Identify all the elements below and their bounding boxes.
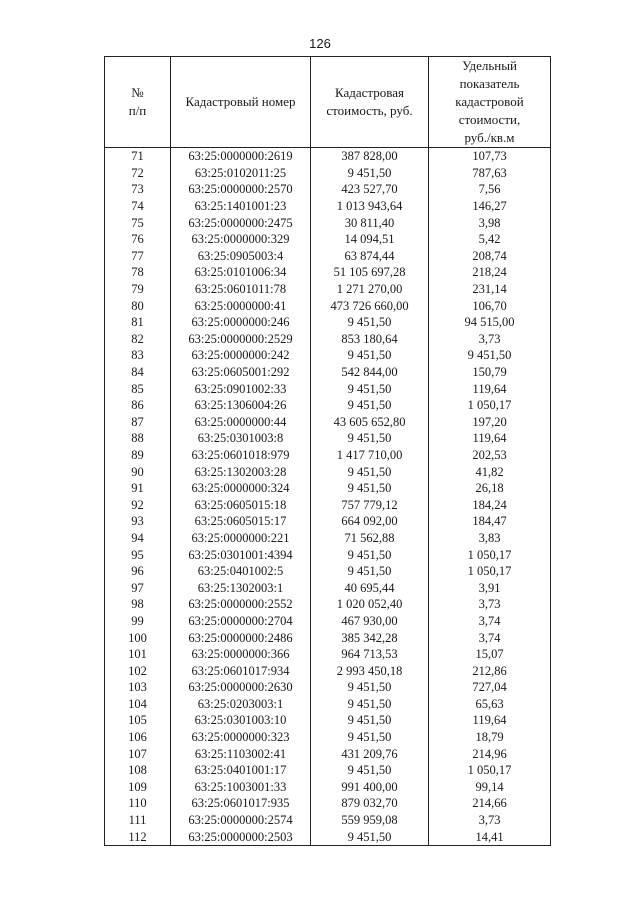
- cadastral-value-cell: 757 779,12: [311, 496, 429, 513]
- table-row: [105, 463, 551, 480]
- table-row: [105, 248, 551, 265]
- header-specific-value: Удельный показатель кадастровой стоимости, руб./кв.м: [429, 57, 551, 148]
- cadastral-number-cell: 63:25:0000000:2574: [171, 812, 311, 829]
- row-number-cell: 81: [105, 314, 171, 331]
- cadastral-value-cell: 387 828,00: [311, 148, 429, 165]
- row-number-cell: 87: [105, 414, 171, 431]
- specific-value-cell: 99,14: [429, 779, 551, 796]
- row-number-cell: 72: [105, 165, 171, 182]
- specific-value-cell: 106,70: [429, 297, 551, 314]
- row-number-cell: 73: [105, 181, 171, 198]
- specific-value-cell: 41,82: [429, 463, 551, 480]
- row-number-cell: 101: [105, 646, 171, 663]
- table-row: [105, 314, 551, 331]
- specific-value-cell: 184,47: [429, 513, 551, 530]
- cadastral-value-cell: 473 726 660,00: [311, 297, 429, 314]
- cadastral-value-cell: 9 451,50: [311, 563, 429, 580]
- specific-value-cell: 212,86: [429, 662, 551, 679]
- cadastral-number-cell: 63:25:0605015:18: [171, 496, 311, 513]
- row-number-cell: 83: [105, 347, 171, 364]
- row-number-cell: 99: [105, 613, 171, 630]
- cadastral-value-cell: 9 451,50: [311, 729, 429, 746]
- table-row: [105, 513, 551, 530]
- table-row: [105, 629, 551, 646]
- table-row: [105, 297, 551, 314]
- row-number-cell: 93: [105, 513, 171, 530]
- cadastral-number-cell: 63:25:0301003:8: [171, 430, 311, 447]
- row-number-cell: 82: [105, 331, 171, 348]
- cadastral-value-cell: 385 342,28: [311, 629, 429, 646]
- cadastral-number-cell: 63:25:0000000:366: [171, 646, 311, 663]
- cadastral-value-table: [104, 56, 551, 846]
- table-row: [105, 795, 551, 812]
- specific-value-cell: 26,18: [429, 480, 551, 497]
- row-number-cell: 106: [105, 729, 171, 746]
- table-row: [105, 646, 551, 663]
- row-number-cell: 95: [105, 546, 171, 563]
- table-row: [105, 712, 551, 729]
- cadastral-number-cell: 63:25:0000000:324: [171, 480, 311, 497]
- cadastral-number-cell: 63:25:0901002:33: [171, 380, 311, 397]
- row-number-cell: 90: [105, 463, 171, 480]
- cadastral-number-cell: 63:25:1302003:28: [171, 463, 311, 480]
- cadastral-number-cell: 63:25:0203003:1: [171, 696, 311, 713]
- cadastral-value-cell: 9 451,50: [311, 397, 429, 414]
- cadastral-number-cell: 63:25:0605015:17: [171, 513, 311, 530]
- row-number-cell: 94: [105, 530, 171, 547]
- page-number: 126: [309, 36, 331, 51]
- specific-value-cell: 3,91: [429, 579, 551, 596]
- table-row: [105, 679, 551, 696]
- specific-value-cell: 787,63: [429, 165, 551, 182]
- row-number-cell: 105: [105, 712, 171, 729]
- cadastral-value-cell: 1 417 710,00: [311, 447, 429, 464]
- row-number-cell: 110: [105, 795, 171, 812]
- row-number-cell: 111: [105, 812, 171, 829]
- cadastral-value-cell: 9 451,50: [311, 347, 429, 364]
- cadastral-number-cell: 63:25:0605001:292: [171, 364, 311, 381]
- specific-value-cell: 214,96: [429, 745, 551, 762]
- specific-value-cell: 727,04: [429, 679, 551, 696]
- row-number-cell: 102: [105, 662, 171, 679]
- row-number-cell: 108: [105, 762, 171, 779]
- cadastral-number-cell: 63:25:1401001:23: [171, 198, 311, 215]
- specific-value-cell: 3,73: [429, 812, 551, 829]
- row-number-cell: 109: [105, 779, 171, 796]
- cadastral-value-cell: 9 451,50: [311, 480, 429, 497]
- specific-value-cell: 150,79: [429, 364, 551, 381]
- cadastral-number-cell: 63:25:0000000:2570: [171, 181, 311, 198]
- cadastral-value-cell: 467 930,00: [311, 613, 429, 630]
- row-number-cell: 74: [105, 198, 171, 215]
- specific-value-cell: 3,73: [429, 331, 551, 348]
- table-row: [105, 828, 551, 845]
- specific-value-cell: 15,07: [429, 646, 551, 663]
- cadastral-value-cell: 9 451,50: [311, 165, 429, 182]
- specific-value-cell: 231,14: [429, 281, 551, 298]
- table-row: [105, 347, 551, 364]
- specific-value-cell: 3,98: [429, 214, 551, 231]
- specific-value-cell: 1 050,17: [429, 563, 551, 580]
- specific-value-cell: 3,83: [429, 530, 551, 547]
- cadastral-value-cell: 964 713,53: [311, 646, 429, 663]
- table-row: [105, 480, 551, 497]
- cadastral-value-cell: 1 271 270,00: [311, 281, 429, 298]
- cadastral-value-cell: 1 013 943,64: [311, 198, 429, 215]
- specific-value-cell: 1 050,17: [429, 397, 551, 414]
- row-number-cell: 96: [105, 563, 171, 580]
- specific-value-cell: 119,64: [429, 380, 551, 397]
- specific-value-cell: 18,79: [429, 729, 551, 746]
- specific-value-cell: 1 050,17: [429, 546, 551, 563]
- specific-value-cell: 218,24: [429, 264, 551, 281]
- table-header-row: [105, 57, 551, 148]
- cadastral-value-cell: 991 400,00: [311, 779, 429, 796]
- table-row: [105, 546, 551, 563]
- table-row: [105, 414, 551, 431]
- row-number-cell: 107: [105, 745, 171, 762]
- table-row: [105, 779, 551, 796]
- cadastral-number-cell: 63:25:0401001:17: [171, 762, 311, 779]
- specific-value-cell: 197,20: [429, 414, 551, 431]
- table-row: [105, 281, 551, 298]
- cadastral-value-cell: 879 032,70: [311, 795, 429, 812]
- specific-value-cell: 3,74: [429, 629, 551, 646]
- specific-value-cell: 9 451,50: [429, 347, 551, 364]
- row-number-cell: 104: [105, 696, 171, 713]
- table-row: [105, 364, 551, 381]
- row-number-cell: 98: [105, 596, 171, 613]
- specific-value-cell: 65,63: [429, 696, 551, 713]
- cadastral-value-cell: 40 695,44: [311, 579, 429, 596]
- row-number-cell: 84: [105, 364, 171, 381]
- cadastral-number-cell: 63:25:0000000:2630: [171, 679, 311, 696]
- cadastral-value-cell: 51 105 697,28: [311, 264, 429, 281]
- table-row: [105, 331, 551, 348]
- specific-value-cell: 119,64: [429, 712, 551, 729]
- cadastral-value-cell: 9 451,50: [311, 679, 429, 696]
- cadastral-number-cell: 63:25:1103002:41: [171, 745, 311, 762]
- cadastral-value-cell: 9 451,50: [311, 380, 429, 397]
- specific-value-cell: 14,41: [429, 828, 551, 845]
- specific-value-cell: 94 515,00: [429, 314, 551, 331]
- cadastral-number-cell: 63:25:0000000:41: [171, 297, 311, 314]
- row-number-cell: 75: [105, 214, 171, 231]
- table-row: [105, 729, 551, 746]
- row-number-cell: 91: [105, 480, 171, 497]
- table-row: [105, 148, 551, 165]
- cadastral-number-cell: 63:25:0000000:44: [171, 414, 311, 431]
- cadastral-value-cell: 2 993 450,18: [311, 662, 429, 679]
- table-row: [105, 596, 551, 613]
- cadastral-number-cell: 63:25:0000000:2486: [171, 629, 311, 646]
- table-row: [105, 264, 551, 281]
- table-row: [105, 181, 551, 198]
- row-number-cell: 79: [105, 281, 171, 298]
- cadastral-value-cell: 30 811,40: [311, 214, 429, 231]
- header-cadastral-value: Кадастровая стоимость, руб.: [311, 57, 429, 148]
- cadastral-number-cell: 63:25:0101006:34: [171, 264, 311, 281]
- specific-value-cell: 7,56: [429, 181, 551, 198]
- specific-value-cell: 119,64: [429, 430, 551, 447]
- specific-value-cell: 3,74: [429, 613, 551, 630]
- specific-value-cell: 214,66: [429, 795, 551, 812]
- specific-value-cell: 3,73: [429, 596, 551, 613]
- cadastral-value-cell: 664 092,00: [311, 513, 429, 530]
- specific-value-cell: 202,53: [429, 447, 551, 464]
- cadastral-number-cell: 63:25:0000000:2529: [171, 331, 311, 348]
- cadastral-value-cell: 9 451,50: [311, 430, 429, 447]
- table-row: [105, 214, 551, 231]
- cadastral-value-cell: 853 180,64: [311, 331, 429, 348]
- cadastral-number-cell: 63:25:0000000:2704: [171, 613, 311, 630]
- table-row: [105, 198, 551, 215]
- cadastral-value-cell: 71 562,88: [311, 530, 429, 547]
- table-row: [105, 662, 551, 679]
- cadastral-value-cell: 63 874,44: [311, 248, 429, 265]
- row-number-cell: 89: [105, 447, 171, 464]
- cadastral-number-cell: 63:25:0401002:5: [171, 563, 311, 580]
- table-row: [105, 380, 551, 397]
- cadastral-value-cell: 9 451,50: [311, 712, 429, 729]
- cadastral-value-cell: 9 451,50: [311, 546, 429, 563]
- table-row: [105, 231, 551, 248]
- row-number-cell: 92: [105, 496, 171, 513]
- cadastral-value-cell: 423 527,70: [311, 181, 429, 198]
- header-row-number: № п/п: [105, 57, 171, 148]
- cadastral-number-cell: 63:25:0102011:25: [171, 165, 311, 182]
- table-row: [105, 579, 551, 596]
- cadastral-value-cell: 9 451,50: [311, 828, 429, 845]
- row-number-cell: 103: [105, 679, 171, 696]
- cadastral-number-cell: 63:25:0301003:10: [171, 712, 311, 729]
- row-number-cell: 78: [105, 264, 171, 281]
- cadastral-value-cell: 9 451,50: [311, 314, 429, 331]
- table-row: [105, 812, 551, 829]
- cadastral-value-cell: 9 451,50: [311, 463, 429, 480]
- table-row: [105, 397, 551, 414]
- cadastral-number-cell: 63:25:0301001:4394: [171, 546, 311, 563]
- cadastral-number-cell: 63:25:0601018:979: [171, 447, 311, 464]
- row-number-cell: 86: [105, 397, 171, 414]
- specific-value-cell: 146,27: [429, 198, 551, 215]
- cadastral-value-cell: 9 451,50: [311, 696, 429, 713]
- cadastral-number-cell: 63:25:0000000:221: [171, 530, 311, 547]
- cadastral-number-cell: 63:25:0000000:2503: [171, 828, 311, 845]
- table-row: [105, 745, 551, 762]
- cadastral-number-cell: 63:25:0000000:2475: [171, 214, 311, 231]
- specific-value-cell: 107,73: [429, 148, 551, 165]
- cadastral-number-cell: 63:25:0905003:4: [171, 248, 311, 265]
- table-row: [105, 696, 551, 713]
- cadastral-number-cell: 63:25:1302003:1: [171, 579, 311, 596]
- specific-value-cell: 208,74: [429, 248, 551, 265]
- row-number-cell: 88: [105, 430, 171, 447]
- table-row: [105, 530, 551, 547]
- cadastral-value-cell: 43 605 652,80: [311, 414, 429, 431]
- cadastral-number-cell: 63:25:0000000:323: [171, 729, 311, 746]
- row-number-cell: 71: [105, 148, 171, 165]
- cadastral-value-cell: 14 094,51: [311, 231, 429, 248]
- row-number-cell: 112: [105, 828, 171, 845]
- cadastral-value-cell: 9 451,50: [311, 762, 429, 779]
- cadastral-number-cell: 63:25:0000000:2552: [171, 596, 311, 613]
- cadastral-value-cell: 431 209,76: [311, 745, 429, 762]
- cadastral-number-cell: 63:25:0000000:246: [171, 314, 311, 331]
- table-row: [105, 165, 551, 182]
- table-row: [105, 447, 551, 464]
- row-number-cell: 77: [105, 248, 171, 265]
- row-number-cell: 85: [105, 380, 171, 397]
- cadastral-value-cell: 1 020 052,40: [311, 596, 429, 613]
- cadastral-number-cell: 63:25:0601017:934: [171, 662, 311, 679]
- table-row: [105, 613, 551, 630]
- row-number-cell: 80: [105, 297, 171, 314]
- cadastral-number-cell: 63:25:0000000:242: [171, 347, 311, 364]
- cadastral-number-cell: 63:25:0601011:78: [171, 281, 311, 298]
- specific-value-cell: 5,42: [429, 231, 551, 248]
- cadastral-number-cell: 63:25:0000000:2619: [171, 148, 311, 165]
- cadastral-number-cell: 63:25:1003001:33: [171, 779, 311, 796]
- cadastral-number-cell: 63:25:1306004:26: [171, 397, 311, 414]
- row-number-cell: 76: [105, 231, 171, 248]
- specific-value-cell: 1 050,17: [429, 762, 551, 779]
- row-number-cell: 97: [105, 579, 171, 596]
- specific-value-cell: 184,24: [429, 496, 551, 513]
- cadastral-value-cell: 542 844,00: [311, 364, 429, 381]
- cadastral-number-cell: 63:25:0601017:935: [171, 795, 311, 812]
- header-cadastral-number: Кадастровый номер: [171, 57, 311, 148]
- table-row: [105, 762, 551, 779]
- table-row: [105, 563, 551, 580]
- cadastral-number-cell: 63:25:0000000:329: [171, 231, 311, 248]
- table-row: [105, 496, 551, 513]
- cadastral-value-cell: 559 959,08: [311, 812, 429, 829]
- row-number-cell: 100: [105, 629, 171, 646]
- table-body: [105, 148, 551, 846]
- table-row: [105, 430, 551, 447]
